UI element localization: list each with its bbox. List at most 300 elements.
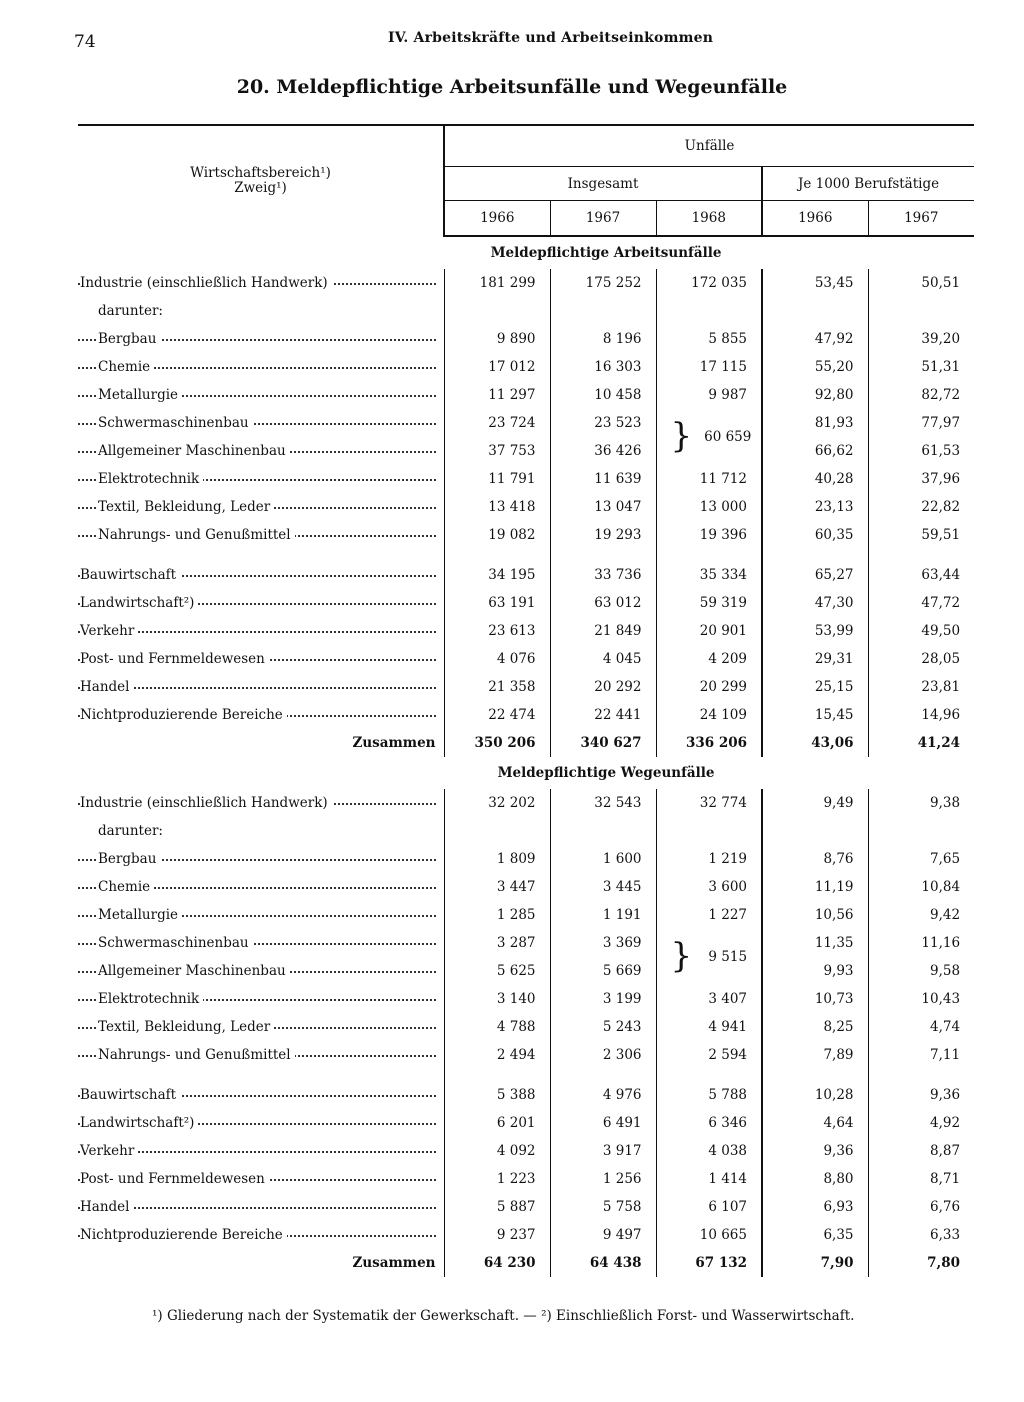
table-cell: 47,92: [762, 325, 868, 353]
table-cell: [762, 297, 868, 325]
row-label: [78, 1013, 444, 1041]
table-cell: 17 012: [444, 353, 550, 381]
stub-header-line1: Wirtschaftsbereich¹): [190, 165, 331, 181]
table-cell: 1 223: [444, 1165, 550, 1193]
row-label-text: Nahrungs- und Genußmittel: [98, 527, 295, 543]
year-header: 1968: [656, 201, 762, 237]
table-cell: 4,92: [868, 1109, 974, 1137]
table-row: [78, 929, 974, 957]
stub-header: [78, 125, 444, 236]
table-cell: 47,72: [868, 589, 974, 617]
table-row: [78, 617, 974, 645]
table-cell: 29,31: [762, 645, 868, 673]
table-cell: 23,81: [868, 673, 974, 701]
table-cell: 3 445: [550, 873, 656, 901]
table-cell: 92,80: [762, 381, 868, 409]
darunter-text: darunter:: [98, 303, 163, 319]
table-cell: 67 132: [656, 1249, 762, 1277]
table-cell: 65,27: [762, 561, 868, 589]
table-cell: 13 418: [444, 493, 550, 521]
table-cell: 4,74: [868, 1013, 974, 1041]
table-cell: 64 438: [550, 1249, 656, 1277]
spacer-row: [78, 549, 974, 561]
table-cell: 25,15: [762, 673, 868, 701]
table-row: [78, 873, 974, 901]
row-label-text: Landwirtschaft²): [80, 1115, 198, 1131]
table-row: [78, 465, 974, 493]
table-row: [78, 297, 974, 325]
row-label: [78, 1109, 444, 1137]
table-cell: 10 665: [656, 1221, 762, 1249]
row-label: [78, 589, 444, 617]
table-cell: 8 196: [550, 325, 656, 353]
table-cell: 1 219: [656, 845, 762, 873]
table-row: [78, 589, 974, 617]
table-cell: 2 594: [656, 1041, 762, 1069]
table-cell: [444, 817, 550, 845]
table-cell: 47,30: [762, 589, 868, 617]
table-cell: [656, 297, 762, 325]
table-cell: 19 396: [656, 521, 762, 549]
table-cell: 23 724: [444, 409, 550, 437]
darunter-label: [78, 817, 444, 845]
table-cell: 51,31: [868, 353, 974, 381]
table-cell: 32 202: [444, 789, 550, 817]
table-cell: 7,89: [762, 1041, 868, 1069]
table-cell: 4 976: [550, 1081, 656, 1109]
row-label-text: Textil, Bekleidung, Leder: [98, 1019, 274, 1035]
table-cell: 4 209: [656, 645, 762, 673]
table-cell: 7,90: [762, 1249, 868, 1277]
table-cell: 4 076: [444, 645, 550, 673]
table-cell: 77,97: [868, 409, 974, 437]
table-cell: [656, 817, 762, 845]
table-cell: 9,42: [868, 901, 974, 929]
merged-cell-inner: [657, 409, 762, 465]
table-cell: 1 191: [550, 901, 656, 929]
row-label-text: Schwermaschinenbau: [98, 415, 253, 431]
table-row: [78, 957, 974, 985]
table-cell: 32 543: [550, 789, 656, 817]
row-label: [78, 789, 444, 817]
row-label-text: Bergbau: [98, 331, 160, 347]
total-label: Zusammen: [352, 735, 436, 751]
table-row: [78, 561, 974, 589]
table-cell: 9,58: [868, 957, 974, 985]
section-title: Meldepflichtige Wegeunfälle: [497, 765, 715, 781]
table-row: [78, 845, 974, 873]
spacer-row: [78, 1069, 974, 1081]
table-cell: 22 441: [550, 701, 656, 729]
table-cell: 11,19: [762, 873, 868, 901]
table-cell: 6 491: [550, 1109, 656, 1137]
table-cell: 55,20: [762, 353, 868, 381]
table-cell: 9 237: [444, 1221, 550, 1249]
table-cell: 172 035: [656, 269, 762, 297]
table-cell: 53,99: [762, 617, 868, 645]
row-label: [78, 901, 444, 929]
table-row: [78, 985, 974, 1013]
row-label-text: Chemie: [98, 359, 154, 375]
table-cell: 9 987: [656, 381, 762, 409]
table-cell: 350 206: [444, 729, 550, 757]
brace-icon: }: [670, 936, 693, 977]
table-cell: 8,80: [762, 1165, 868, 1193]
row-label-text: Metallurgie: [98, 387, 182, 403]
table-cell: 17 115: [656, 353, 762, 381]
table-cell: 9,49: [762, 789, 868, 817]
table-cell: 43,06: [762, 729, 868, 757]
row-label: [78, 929, 444, 957]
table-row: [78, 409, 974, 437]
merged-value: 60 659: [704, 429, 752, 445]
table-cell: 23,13: [762, 493, 868, 521]
accident-table: [78, 124, 974, 1277]
table-cell: 39,20: [868, 325, 974, 353]
table-cell: 21 849: [550, 617, 656, 645]
table-cell: 9,36: [868, 1081, 974, 1109]
table-cell: 13 047: [550, 493, 656, 521]
merged-value: 9 515: [708, 949, 748, 965]
table-cell: 6,33: [868, 1221, 974, 1249]
table-cell: 20 901: [656, 617, 762, 645]
total-label: Zusammen: [352, 1255, 436, 1271]
table-cell: 41,24: [868, 729, 974, 757]
table-row: [78, 789, 974, 817]
total-row: [78, 1249, 974, 1277]
table-cell: 6,93: [762, 1193, 868, 1221]
row-label: [78, 673, 444, 701]
table-cell: 5 625: [444, 957, 550, 985]
row-label: [78, 1193, 444, 1221]
table-cell: 9,36: [762, 1137, 868, 1165]
table-cell: 3 407: [656, 985, 762, 1013]
table-cell: 35 334: [656, 561, 762, 589]
table-row: [78, 521, 974, 549]
row-label: [78, 1165, 444, 1193]
table-cell: 7,11: [868, 1041, 974, 1069]
table-cell: 4,64: [762, 1109, 868, 1137]
row-label-text: Nichtproduzierende Bereiche: [80, 707, 287, 723]
table-cell: 21 358: [444, 673, 550, 701]
table-cell: [444, 297, 550, 325]
row-label-text: Bergbau: [98, 851, 160, 867]
row-label: [78, 465, 444, 493]
darunter-text: darunter:: [98, 823, 163, 839]
table-cell: 20 292: [550, 673, 656, 701]
section-title-row: [78, 236, 974, 269]
table-row: [78, 645, 974, 673]
table-cell: 3 447: [444, 873, 550, 901]
row-label: [78, 1081, 444, 1109]
table-row: [78, 1221, 974, 1249]
row-label-text: Post- und Fernmeldewesen: [80, 1171, 269, 1187]
table-row: [78, 901, 974, 929]
table-row: [78, 325, 974, 353]
table-cell: 10,73: [762, 985, 868, 1013]
table-row: [78, 1041, 974, 1069]
row-label: [78, 353, 444, 381]
footnote: ¹) Gliederung nach der Systematik der Gewerkschaft. — ²) Einschließlich Forst- und Wasserwirtschaft.: [152, 1308, 855, 1324]
table-cell: 5 669: [550, 957, 656, 985]
table-cell: 8,76: [762, 845, 868, 873]
table-cell: 28,05: [868, 645, 974, 673]
table-cell: 2 306: [550, 1041, 656, 1069]
table-cell: 7,80: [868, 1249, 974, 1277]
year-header: 1967: [868, 201, 974, 237]
table-cell: 4 038: [656, 1137, 762, 1165]
table-cell: 82,72: [868, 381, 974, 409]
table-cell: 19 293: [550, 521, 656, 549]
table-title: 20. Meldepflichtige Arbeitsunfälle und Wegeunfälle: [236, 76, 788, 98]
year-header: 1967: [550, 201, 656, 237]
table-cell: 13 000: [656, 493, 762, 521]
table-cell: 6 201: [444, 1109, 550, 1137]
row-label: [78, 645, 444, 673]
table-row: [78, 817, 974, 845]
table-cell: 11 791: [444, 465, 550, 493]
row-label-text: Allgemeiner Maschinenbau: [98, 963, 290, 979]
table-row: [78, 1109, 974, 1137]
row-label: [78, 1137, 444, 1165]
table-row: [78, 1137, 974, 1165]
row-label-text: Allgemeiner Maschinenbau: [98, 443, 290, 459]
table-cell: 10 458: [550, 381, 656, 409]
row-label: [78, 957, 444, 985]
table-cell: 10,28: [762, 1081, 868, 1109]
table-cell: 50,51: [868, 269, 974, 297]
table-cell: 22,82: [868, 493, 974, 521]
table-cell: 36 426: [550, 437, 656, 465]
row-label-text: Industrie (einschließlich Handwerk): [80, 795, 332, 811]
table-cell: 6 346: [656, 1109, 762, 1137]
table-row: [78, 269, 974, 297]
row-label-text: Metallurgie: [98, 907, 182, 923]
table-cell: 32 774: [656, 789, 762, 817]
table-cell: 7,65: [868, 845, 974, 873]
table-cell: 14,96: [868, 701, 974, 729]
row-label-text: Elektrotechnik: [98, 471, 203, 487]
table-cell: 2 494: [444, 1041, 550, 1069]
table-cell: [868, 817, 974, 845]
row-label-text: Bauwirtschaft: [80, 1087, 180, 1103]
table-cell: 59 319: [656, 589, 762, 617]
group-header: Unfälle: [444, 125, 974, 167]
table-row: [78, 381, 974, 409]
table-cell: 336 206: [656, 729, 762, 757]
table-cell: 40,28: [762, 465, 868, 493]
table-cell: 4 941: [656, 1013, 762, 1041]
running-head: IV. Arbeitskräfte und Arbeitseinkommen: [388, 30, 714, 46]
row-label: [78, 701, 444, 729]
table-cell: 10,56: [762, 901, 868, 929]
row-label-text: Landwirtschaft²): [80, 595, 198, 611]
table-cell: 11 297: [444, 381, 550, 409]
table-cell: [550, 817, 656, 845]
table-cell: 6,76: [868, 1193, 974, 1221]
table-cell: 81,93: [762, 409, 868, 437]
table-cell: 5 758: [550, 1193, 656, 1221]
table-cell: 49,50: [868, 617, 974, 645]
table-cell: [868, 297, 974, 325]
table-cell: 23 613: [444, 617, 550, 645]
table-cell: 3 369: [550, 929, 656, 957]
table-cell: 4 045: [550, 645, 656, 673]
table-cell: 3 199: [550, 985, 656, 1013]
year-header: 1966: [444, 201, 550, 237]
row-label-text: Handel: [80, 679, 133, 695]
table-cell: 9 497: [550, 1221, 656, 1249]
table-cell: 5 788: [656, 1081, 762, 1109]
row-label-text: Schwermaschinenbau: [98, 935, 253, 951]
total-row: [78, 729, 974, 757]
table-cell: 61,53: [868, 437, 974, 465]
row-label-text: Post- und Fernmeldewesen: [80, 651, 269, 667]
table-cell: 5 243: [550, 1013, 656, 1041]
table-cell: 5 388: [444, 1081, 550, 1109]
row-label-text: Verkehr: [80, 1143, 138, 1159]
spacer-cell: [656, 549, 762, 561]
table-cell: 23 523: [550, 409, 656, 437]
table-cell: 11 712: [656, 465, 762, 493]
table-row: [78, 1013, 974, 1041]
year-header: 1966: [762, 201, 868, 237]
spacer-cell: [444, 1069, 550, 1081]
table-cell: 15,45: [762, 701, 868, 729]
table-cell: 6 107: [656, 1193, 762, 1221]
table-cell: 1 600: [550, 845, 656, 873]
table-cell: 4 092: [444, 1137, 550, 1165]
table-row: [78, 493, 974, 521]
table-cell: 34 195: [444, 561, 550, 589]
table-cell: 11,35: [762, 929, 868, 957]
row-label: [78, 437, 444, 465]
table-cell: 63,44: [868, 561, 974, 589]
row-label: [78, 845, 444, 873]
table-cell: 63 191: [444, 589, 550, 617]
row-label: [78, 325, 444, 353]
table-cell: 66,62: [762, 437, 868, 465]
table-cell: 9,38: [868, 789, 974, 817]
spacer-cell: [762, 549, 868, 561]
data-table: [78, 124, 974, 1277]
table-row: [78, 1081, 974, 1109]
row-label-text: Industrie (einschließlich Handwerk): [80, 275, 332, 291]
row-label: [78, 617, 444, 645]
table-body: [78, 236, 974, 1277]
row-label: [78, 561, 444, 589]
row-label-text: Nichtproduzierende Bereiche: [80, 1227, 287, 1243]
table-cell: 37,96: [868, 465, 974, 493]
table-row: [78, 353, 974, 381]
insgesamt-header: Insgesamt: [444, 167, 762, 201]
table-cell: 1 227: [656, 901, 762, 929]
table-cell: 5 855: [656, 325, 762, 353]
table-cell: 19 082: [444, 521, 550, 549]
table-cell: 60,35: [762, 521, 868, 549]
table-cell: 340 627: [550, 729, 656, 757]
row-label: [78, 1221, 444, 1249]
spacer-cell: [868, 1069, 974, 1081]
table-cell: 5 887: [444, 1193, 550, 1221]
row-label: [78, 269, 444, 297]
table-row: [78, 673, 974, 701]
row-label-text: Chemie: [98, 879, 154, 895]
table-cell: 1 414: [656, 1165, 762, 1193]
spacer-cell: [550, 1069, 656, 1081]
row-label-text: Nahrungs- und Genußmittel: [98, 1047, 295, 1063]
table-cell: 3 140: [444, 985, 550, 1013]
row-label: [78, 521, 444, 549]
table-cell: 4 788: [444, 1013, 550, 1041]
row-label-text: Bauwirtschaft: [80, 567, 180, 583]
merged-cell: [656, 929, 762, 985]
table-row: [78, 701, 974, 729]
table-cell: 11 639: [550, 465, 656, 493]
table-cell: 8,25: [762, 1013, 868, 1041]
table-cell: 3 917: [550, 1137, 656, 1165]
spacer-cell: [762, 1069, 868, 1081]
spacer-cell: [550, 549, 656, 561]
row-label: [78, 409, 444, 437]
spacer-cell: [868, 549, 974, 561]
merged-cell: [656, 409, 762, 465]
table-row: [78, 1193, 974, 1221]
row-label: [78, 493, 444, 521]
table-cell: 24 109: [656, 701, 762, 729]
table-cell: 22 474: [444, 701, 550, 729]
je1000-header: Je 1000 Berufstätige: [762, 167, 974, 201]
table-cell: 8,87: [868, 1137, 974, 1165]
row-label: [78, 873, 444, 901]
table-cell: 1 285: [444, 901, 550, 929]
row-label-text: Handel: [80, 1199, 133, 1215]
table-cell: 3 287: [444, 929, 550, 957]
row-label-text: Verkehr: [80, 623, 138, 639]
table-cell: 181 299: [444, 269, 550, 297]
table-cell: 20 299: [656, 673, 762, 701]
table-cell: 37 753: [444, 437, 550, 465]
table-cell: 64 230: [444, 1249, 550, 1277]
table-cell: 59,51: [868, 521, 974, 549]
spacer-cell: [656, 1069, 762, 1081]
table-row: [78, 1165, 974, 1193]
table-cell: 10,84: [868, 873, 974, 901]
merged-cell-inner: [657, 929, 762, 985]
table-cell: 63 012: [550, 589, 656, 617]
row-label: [78, 1041, 444, 1069]
table-cell: 53,45: [762, 269, 868, 297]
table-cell: 16 303: [550, 353, 656, 381]
table-cell: 1 256: [550, 1165, 656, 1193]
spacer-cell: [78, 549, 444, 561]
stub-header-line2: Zweig¹): [234, 180, 287, 196]
table-cell: 33 736: [550, 561, 656, 589]
table-cell: 10,43: [868, 985, 974, 1013]
table-cell: 9,93: [762, 957, 868, 985]
table-header: [78, 125, 974, 236]
table-cell: [762, 817, 868, 845]
row-label: [78, 985, 444, 1013]
section-title: Meldepflichtige Arbeitsunfälle: [490, 245, 722, 261]
spacer-cell: [78, 1069, 444, 1081]
brace-icon: }: [670, 416, 693, 457]
section-title-row: [78, 757, 974, 789]
row-label: [78, 381, 444, 409]
spacer-cell: [444, 549, 550, 561]
page-number: 74: [74, 32, 96, 52]
row-label-text: Elektrotechnik: [98, 991, 203, 1007]
